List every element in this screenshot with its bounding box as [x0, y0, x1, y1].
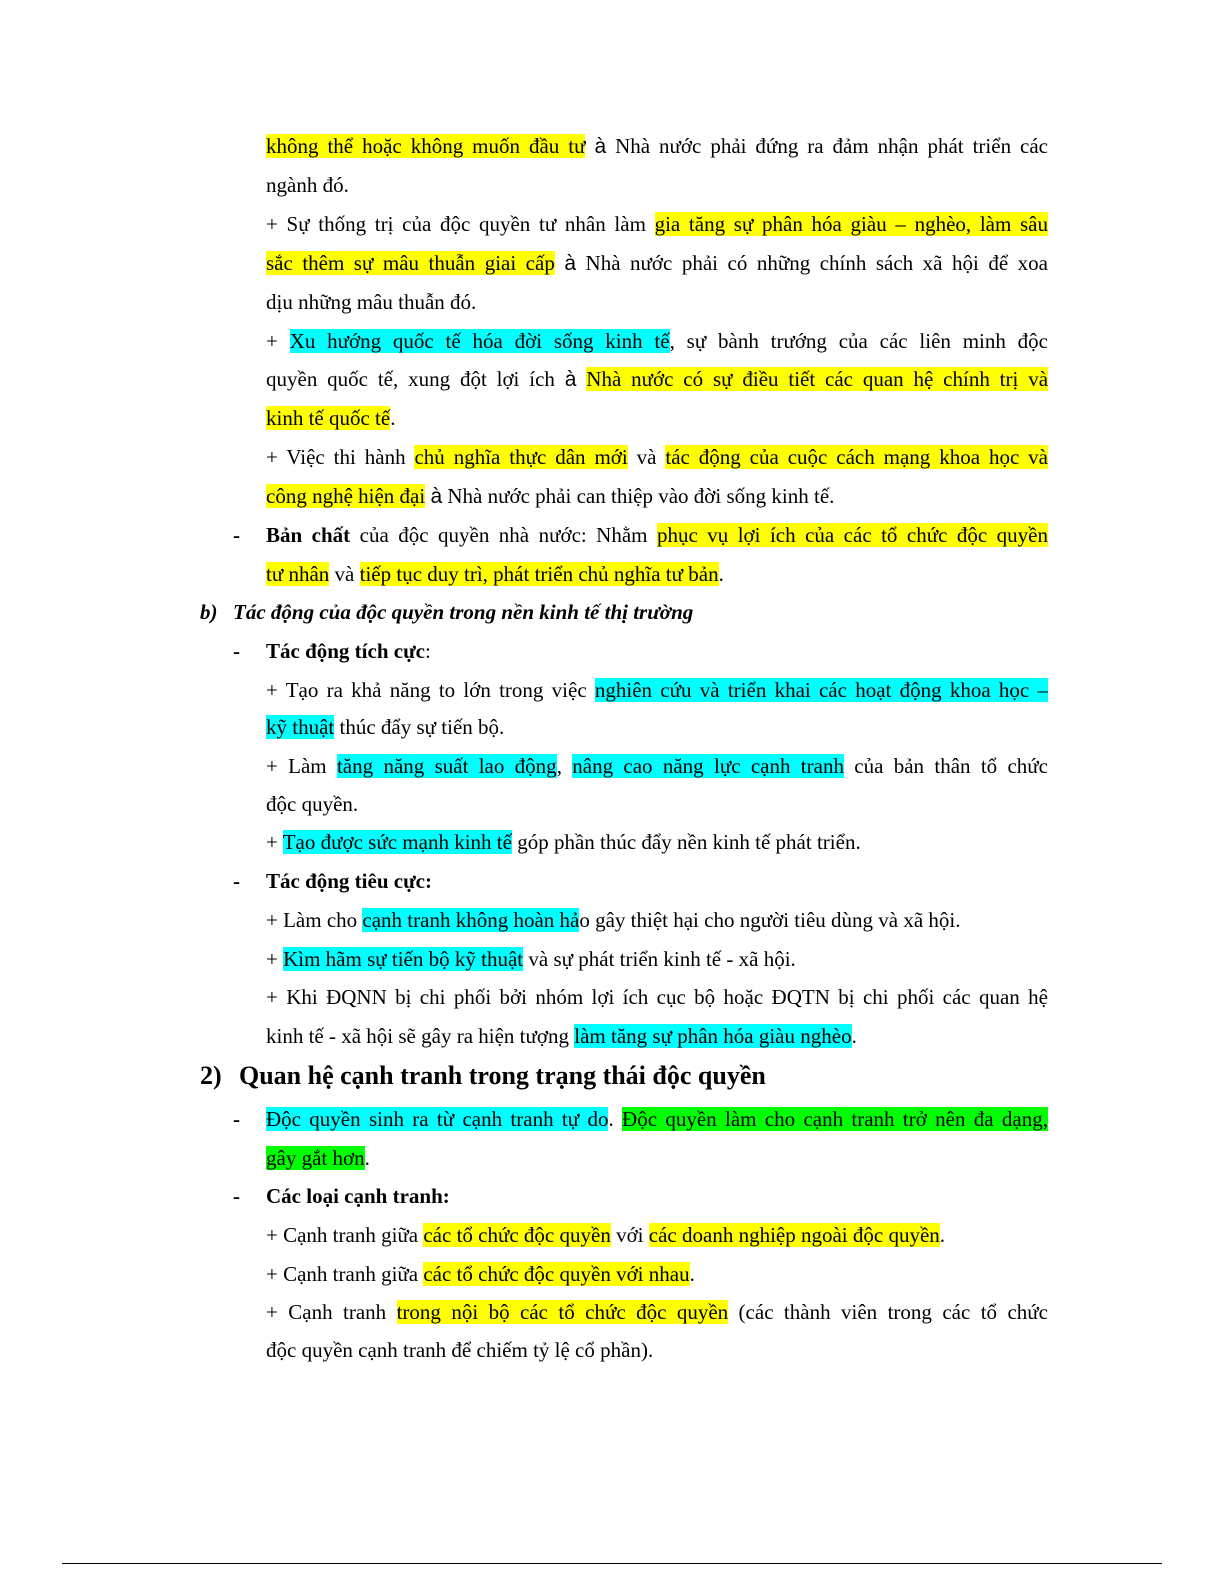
- text-run: Nhà nước phải có những chính sách xã hội để xoa: [576, 251, 1048, 275]
- text-line: [266, 1297, 1048, 1327]
- text-line: [266, 675, 1048, 705]
- text-run: + Sự thống trị của độc quyền tư nhân làm: [266, 212, 655, 236]
- text-run: .: [689, 1262, 695, 1286]
- text-run: + Khi ĐQNN bị chi phối bởi nhóm lợi ích cục bộ hoặc ĐQTN bị chi phối các quan hệ: [266, 985, 1048, 1009]
- text-run: + Cạnh tranh giữa: [266, 1262, 424, 1286]
- text-run: thúc đẩy sự tiến bộ.: [334, 715, 505, 739]
- highlight-cyan: làm tăng sự phân hóa giàu nghèo: [574, 1024, 852, 1048]
- text-run: góp phần thúc đẩy nền kinh tế phát triển.: [511, 830, 861, 854]
- page-bottom-border: [62, 1563, 1162, 1564]
- text-line: [266, 403, 395, 433]
- text-run: (các thành viên trong các tổ chức: [728, 1300, 1048, 1324]
- highlight-cyan: kỹ thuật: [266, 715, 335, 739]
- subheading-title: Tác động của độc quyền trong nền kinh tế thị trường: [233, 600, 694, 624]
- text-line: [266, 905, 961, 935]
- bold-term: Tác động tích cực: [266, 639, 426, 663]
- section-title: Quan hệ cạnh tranh trong trạng thái độc quyền: [239, 1061, 766, 1090]
- section-number: 2): [200, 1061, 222, 1090]
- text-run: Nhà nước phải can thiệp vào đời sống kinh tế.: [442, 484, 835, 508]
- text-run: của bản thân tổ chức: [843, 754, 1049, 778]
- arrow-icon: à: [564, 252, 577, 275]
- text-run: .: [390, 406, 396, 430]
- highlight-cyan: tăng năng suất lao động: [336, 754, 557, 778]
- arrow-icon: à: [594, 135, 607, 158]
- text-line: [266, 131, 1048, 161]
- bullet-dash: -: [233, 1107, 240, 1131]
- arrow-icon: à: [564, 368, 577, 391]
- text-line: [266, 982, 1048, 1012]
- text-line: [266, 170, 349, 200]
- text-line: [266, 827, 861, 857]
- text-line: [266, 481, 834, 511]
- highlight-yellow: công nghệ hiện đại: [266, 484, 426, 508]
- text-line: [266, 712, 504, 742]
- text-run: và: [627, 445, 666, 469]
- text-run: .: [851, 1024, 857, 1048]
- bold-term: Tác động tiêu cực:: [266, 869, 433, 893]
- text-run: + Cạnh tranh: [266, 1300, 397, 1324]
- text-line: [266, 559, 724, 589]
- text-run: , sự bành trướng của các liên minh độc: [669, 329, 1048, 353]
- bold-term: Bản chất: [266, 523, 351, 547]
- highlight-cyan: nâng cao năng lực cạnh tranh: [572, 754, 844, 778]
- highlight-cyan: Kìm hãm sự tiến bộ kỹ thuật: [283, 947, 524, 971]
- text-run: quyền quốc tế, xung đột lợi ích: [266, 367, 565, 391]
- highlight-cyan: Tạo được sức mạnh kinh tế: [282, 830, 512, 854]
- text-run: ngành đó.: [266, 173, 349, 197]
- text-run: + Làm cho: [266, 908, 363, 932]
- text-line: [266, 209, 1048, 239]
- highlight-yellow: không thể hoặc không muốn đầu tư: [266, 134, 586, 158]
- arrow-icon: à: [430, 485, 443, 508]
- text-line: [266, 1335, 653, 1365]
- text-run: + Làm: [266, 754, 337, 778]
- highlight-yellow: tiếp tục duy trì, phát triển chủ nghĩa tư bản: [359, 562, 719, 586]
- highlight-yellow: kinh tế quốc tế: [266, 406, 391, 430]
- text-run: và: [329, 562, 360, 586]
- text-run: ,: [556, 754, 573, 778]
- text-run: o gây thiệt hại cho người tiêu dùng và xã hội.: [579, 908, 961, 932]
- text-run: độc quyền.: [266, 792, 359, 816]
- bullet-dash: -: [233, 869, 240, 893]
- text-line: [266, 442, 1048, 472]
- highlight-yellow: chủ nghĩa thực dân mới: [414, 445, 628, 469]
- text-run: độc quyền cạnh tranh để chiếm tỷ lệ cổ phần).: [266, 1338, 654, 1362]
- text-run: dịu những mâu thuẫn đó.: [266, 290, 477, 314]
- text-line: [266, 287, 476, 317]
- text-run: .: [939, 1223, 946, 1247]
- highlight-yellow: gia tăng sự phân hóa giàu – nghèo, làm sâu: [654, 212, 1048, 236]
- bullet-dash: -: [233, 639, 240, 663]
- text-line: [266, 1220, 945, 1250]
- highlight-yellow: các tổ chức độc quyền: [423, 1223, 611, 1247]
- text-run: :: [425, 639, 431, 663]
- text-line: [266, 1181, 450, 1211]
- text-run: của độc quyền nhà nước: Nhằm: [350, 523, 657, 547]
- text-line: [266, 364, 1048, 394]
- bold-term: Các loại cạnh tranh:: [266, 1184, 450, 1208]
- text-run: và sự phát triển kinh tế - xã hội.: [523, 947, 796, 971]
- text-line: [266, 248, 1048, 278]
- highlight-yellow: tác động của cuộc cách mạng khoa học và: [665, 445, 1048, 469]
- text-line: [266, 751, 1048, 781]
- text-line: [266, 636, 431, 666]
- bullet-dash: -: [233, 523, 240, 547]
- text-line: [266, 866, 432, 896]
- highlight-cyan: cạnh tranh không hoàn hả: [362, 908, 580, 932]
- text-run: kinh tế - xã hội sẽ gây ra hiện tượng: [266, 1024, 575, 1048]
- highlight-green: Độc quyền làm cho cạnh tranh trở nên đa dạng,: [622, 1107, 1048, 1131]
- text-line: [266, 944, 796, 974]
- highlight-yellow: Nhà nước có sự điều tiết các quan hệ chính trị và: [586, 367, 1049, 391]
- text-run: Nhà nước phải đứng ra đảm nhận phát triển các: [606, 134, 1048, 158]
- text-run: .: [718, 562, 724, 586]
- text-line: [266, 1104, 1048, 1134]
- highlight-yellow: các tổ chức độc quyền với nhau: [423, 1262, 690, 1286]
- highlight-green: gây gắt hơn: [266, 1146, 365, 1170]
- highlight-yellow: phục vụ lợi ích của các tổ chức độc quyền: [656, 523, 1048, 547]
- highlight-yellow: trong nội bộ các tổ chức độc quyền: [396, 1300, 729, 1324]
- highlight-yellow: các doanh nghiệp ngoài độc quyền: [648, 1223, 940, 1247]
- highlight-yellow: sắc thêm sự mâu thuẫn giai cấp: [266, 251, 555, 275]
- text-line: [266, 1259, 695, 1289]
- text-line: [266, 326, 1048, 356]
- bullet-dash: -: [233, 1184, 240, 1208]
- text-run: +: [266, 830, 283, 854]
- text-run: + Cạnh tranh giữa: [266, 1223, 424, 1247]
- text-run: .: [608, 1107, 623, 1131]
- text-run: + Tạo ra khả năng to lớn trong việc: [266, 678, 595, 702]
- text-run: +: [266, 329, 290, 353]
- highlight-cyan: Xu hướng quốc tế hóa đời sống kinh tế: [289, 329, 670, 353]
- text-run: .: [364, 1146, 370, 1170]
- text-line: [266, 789, 358, 819]
- text-run: +: [266, 947, 284, 971]
- subheading-number: b): [200, 600, 218, 624]
- text-line: [266, 1143, 370, 1173]
- highlight-yellow: tư nhân: [266, 562, 330, 586]
- highlight-cyan: Độc quyền sinh ra từ cạnh tranh tự do: [266, 1107, 609, 1131]
- text-run: với: [610, 1223, 649, 1247]
- text-run: + Việc thi hành: [266, 445, 415, 469]
- text-line: [266, 1021, 857, 1051]
- text-line: [266, 520, 1048, 550]
- highlight-cyan: nghiên cứu và triển khai các hoạt động khoa học –: [594, 678, 1048, 702]
